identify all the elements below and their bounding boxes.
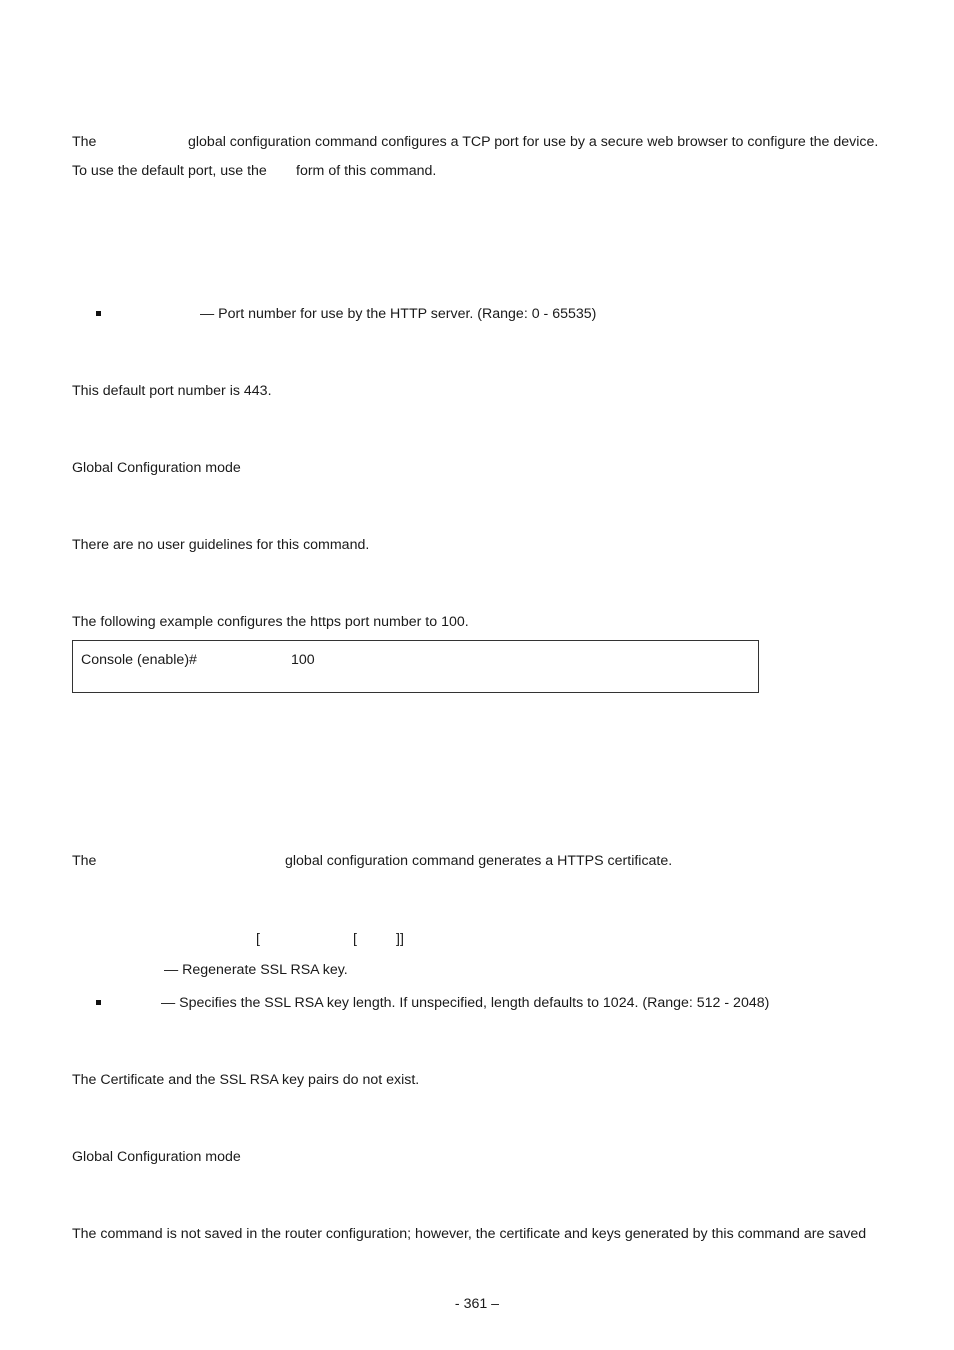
description-text: global configuration command configures a TCP port for use by a secure web browser to configure the device. — [188, 134, 879, 150]
page-number: - 361 – — [454, 1296, 500, 1312]
user-guidelines-2: The command is not saved in the router configuration; however, the certificate and keys generated by this command are saved — [72, 1226, 867, 1242]
console-value: 100 — [291, 652, 315, 668]
description-line2-end: form of this command. — [296, 163, 437, 179]
example-code-box — [72, 640, 759, 693]
syntax-bracket-2: [ — [353, 931, 357, 947]
default-text-2: The Certificate and the SSL RSA key pairs do not exist. — [72, 1072, 420, 1088]
console-prompt: Console (enable)# — [81, 652, 197, 668]
description-the: The — [72, 134, 97, 150]
bullet-icon — [96, 1000, 101, 1005]
default-text: This default port number is 443. — [72, 383, 272, 399]
command-mode: Global Configuration mode — [72, 460, 241, 476]
parameter-2-description: — Specifies the SSL RSA key length. If unspecified, length defaults to 1024. (Range: 512 - 2048) — [161, 995, 770, 1011]
user-guidelines: There are no user guidelines for this command. — [72, 537, 370, 553]
example-intro: The following example configures the https port number to 100. — [72, 614, 469, 630]
syntax-bracket-1: [ — [256, 931, 260, 947]
description-text-2: global configuration command generates a HTTPS certificate. — [285, 853, 673, 869]
description-the-2: The — [72, 853, 97, 869]
bullet-icon — [96, 311, 101, 316]
parameter-description: — Port number for use by the HTTP server. (Range: 0 - 65535) — [200, 306, 597, 322]
command-mode-2: Global Configuration mode — [72, 1149, 241, 1165]
description-line2-start: To use the default port, use the — [72, 163, 267, 179]
syntax-bracket-3: ]] — [396, 931, 404, 947]
parameter-1-description: — Regenerate SSL RSA key. — [164, 962, 348, 978]
